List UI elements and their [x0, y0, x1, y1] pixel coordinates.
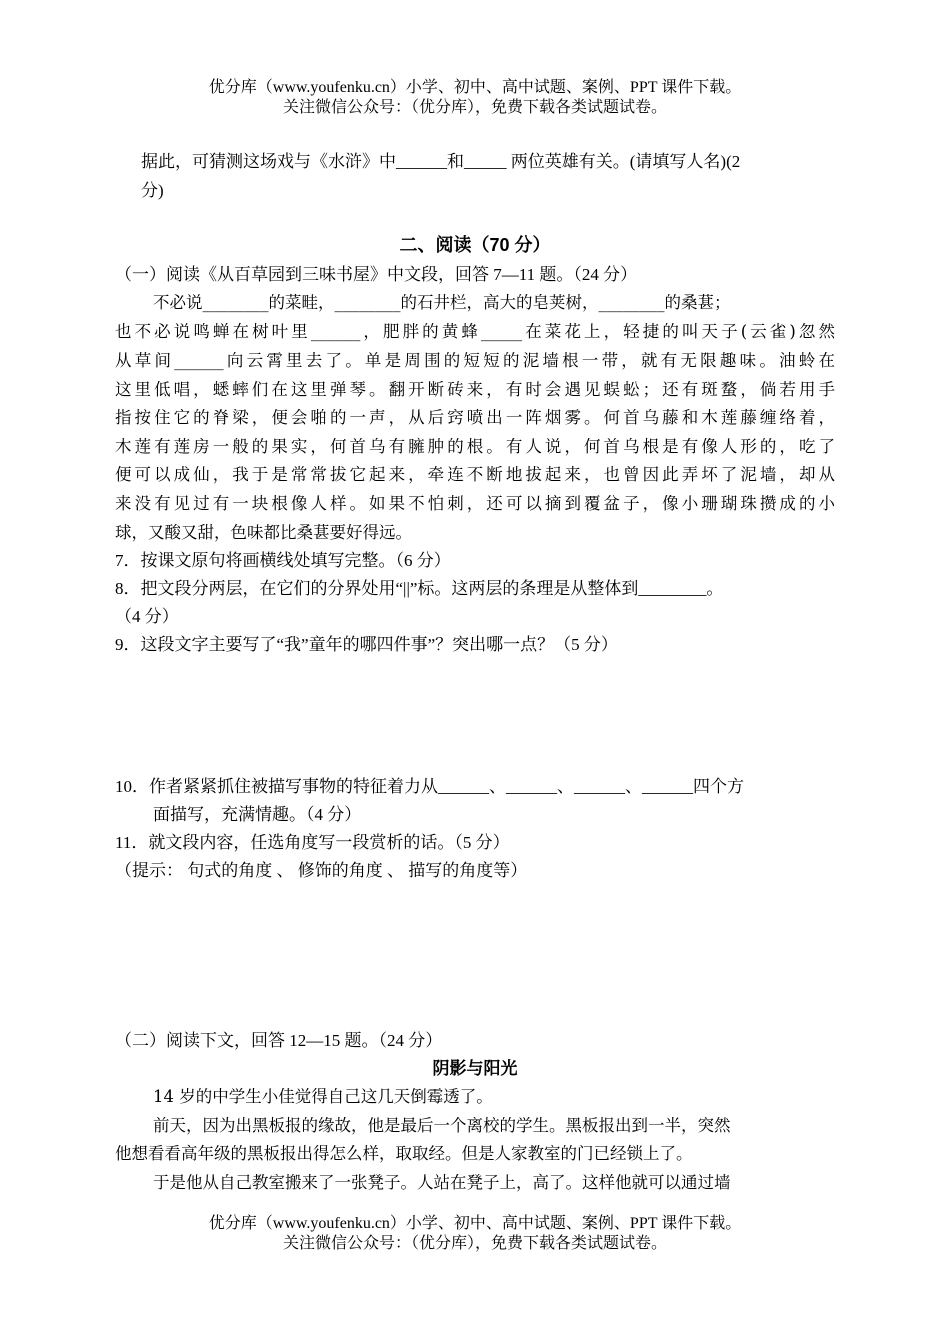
part1-intro: （一）阅读《从百草园到三味书屋》中文段，回答 7—11 题。（24 分）	[115, 265, 638, 284]
passage-line: 指按住它的脊梁，便会啪的一声，从后窍喷出一阵烟雾。何首乌藤和木莲藤缠络着，	[115, 408, 835, 427]
passage-line: 球，又酸又甜，色味都比桑葚要好得远。	[115, 523, 412, 542]
passage-line: 来没有见过有一块根像人样。如果不怕刺，还可以摘到覆盆子，像小珊瑚珠攒成的小	[115, 494, 835, 513]
passage-line: 木莲有莲房一般的果实，何首乌有臃肿的根。有人说，何首乌根是有像人形的，吃了	[115, 437, 835, 456]
question-7: 7．按课文原句将画横线处填写完整。（6 分）	[115, 551, 451, 570]
footer-line-2: 关注微信公众号：（优分库），免费下载各类试题试卷。	[282, 1235, 667, 1252]
intro-line-2: 分)	[141, 181, 164, 200]
header-line-2: 关注微信公众号：（优分库），免费下载各类试题试卷。	[282, 99, 667, 116]
question-10: 10．作者紧紧抓住被描写事物的特征着力从______、______、______、______四个方	[115, 777, 744, 796]
section-title: 二、阅读（70 分）	[399, 235, 551, 255]
passage-line: 从草间______向云霄里去了。单是周围的短短的泥墙根一带，就有无限趣味。油蛉在	[115, 351, 835, 370]
story-line: 14 岁的中学生小佳觉得自己这几天倒霉透了。	[153, 1087, 493, 1106]
question-10-cont: 面描写，充满情趣。（4 分）	[153, 805, 362, 824]
story-line: 他想看看高年级的黑板报出得怎么样，取取经。但是人家教室的门已经锁上了。	[115, 1144, 693, 1163]
question-8-score: （4 分）	[115, 607, 179, 626]
passage-line: 便可以成仙，我于是常常拔它起来，牵连不断地拔起来，也曾因此弄坏了泥墙，却从	[115, 465, 835, 484]
question-9: 9．这段文字主要写了“我”童年的哪四件事”？突出哪一点？（5 分）	[115, 635, 618, 654]
passage-line: 也不必说鸣蝉在树叶里______，肥胖的黄蜂_____在菜花上，轻捷的叫天子(云雀)忽然	[115, 322, 835, 341]
passage-line: 不必说________的菜畦，________的石井栏，高大的皂荚树，________的桑葚；	[153, 293, 731, 312]
question-8: 8．把文段分两层，在它们的分界处用“||”标。这两层的条理是从整体到________。	[115, 579, 724, 598]
intro-line-1: 据此，可猜测这场戏与《水浒》中______和_____ 两位英雄有关。(请填写人名)(2	[141, 152, 741, 171]
question-11-hint: （提示： 句式的角度 、 修饰的角度 、 描写的角度等）	[115, 861, 528, 880]
footer-line-1: 优分库（www.youfenku.cn）小学、初中、高中试题、案例、PPT 课件下载。	[208, 1215, 742, 1232]
story-title: 阴影与阳光	[432, 1059, 518, 1078]
story-line: 于是他从自己教室搬来了一张凳子。人站在凳子上，高了。这样他就可以通过墙	[153, 1173, 731, 1192]
header-line-1: 优分库（www.youfenku.cn）小学、初中、高中试题、案例、PPT 课件下载。	[208, 79, 742, 96]
question-11: 11．就文段内容，任选角度写一段赏析的话。（5 分）	[115, 833, 510, 852]
passage-line: 这里低唱，蟋蟀们在这里弹琴。翻开断砖来，有时会遇见蜈蚣；还有斑蝥，倘若用手	[115, 380, 835, 399]
part2-intro: （二）阅读下文，回答 12—15 题。（24 分）	[115, 1031, 443, 1050]
story-line: 前天，因为出黑板报的缘故，他是最后一个离校的学生。黑板报出到一半，突然	[153, 1116, 731, 1135]
